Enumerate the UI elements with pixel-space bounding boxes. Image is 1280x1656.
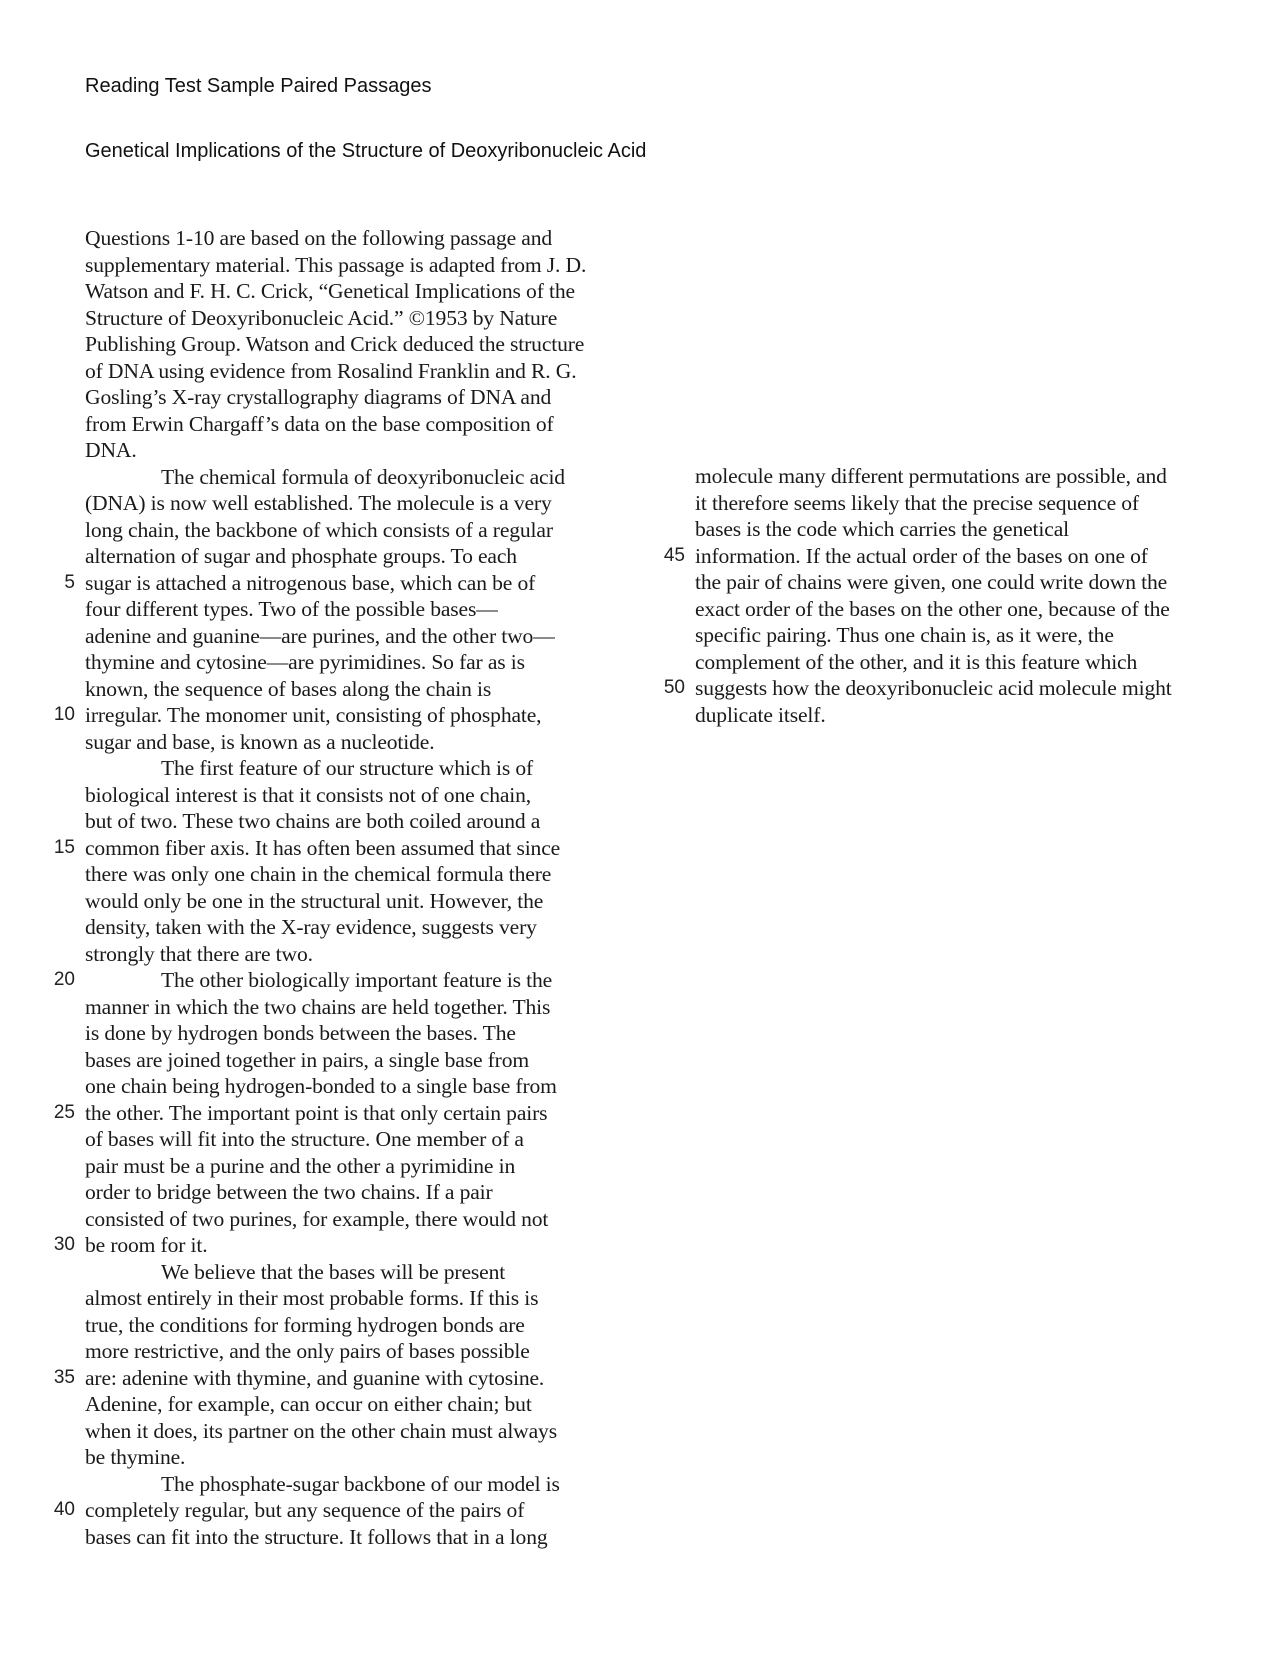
passage-line — [85, 1338, 586, 1365]
passage-line — [85, 1073, 586, 1100]
passage-line-text: are: adenine with thymine, and guanine with cytosine. — [85, 1365, 545, 1390]
passage-line — [85, 888, 586, 915]
passage-line — [85, 596, 586, 623]
passage-line-text: Questions 1-10 are based on the following passage and — [85, 226, 552, 250]
passage-line-text: We believe that the bases will be present — [161, 1259, 506, 1284]
passage-line-text: bases are joined together in pairs, a single base from — [85, 1047, 530, 1072]
passage-line-text: The first feature of our structure which is of — [161, 756, 534, 780]
passage-line-text: one chain being hydrogen-bonded to a single base from — [85, 1074, 557, 1098]
passage-line — [85, 358, 586, 385]
passage-line — [695, 649, 1172, 676]
passage-line — [663, 543, 1172, 570]
passage-line-text: pair must be a purine and the other a pyrimidine in — [85, 1153, 516, 1178]
passage-line-text: The phosphate-sugar backbone of our model is — [161, 1471, 560, 1496]
passage-line-text: complement of the other, and it is this feature which — [695, 649, 1138, 674]
passage-line — [85, 411, 586, 438]
passage-line-text: Gosling’s X-ray crystallography diagrams of DNA and — [85, 385, 552, 409]
passage-line-text: DNA. — [85, 438, 137, 462]
passage-line-text: Structure of Deoxyribonucleic Acid.” ©1953 by Nature — [85, 305, 558, 330]
line-number: 5 — [64, 571, 75, 593]
passage-line-text: duplicate itself. — [695, 702, 826, 727]
passage-line-text: thymine and cytosine—are pyrimidines. So far as is — [85, 650, 525, 674]
passage-line-text: sugar and base, is known as a nucleotide. — [85, 729, 435, 754]
passage-line-text: of DNA using evidence from Rosalind Franklin and R. G. — [85, 358, 577, 383]
passage-line — [53, 1365, 586, 1392]
passage-line — [85, 649, 586, 676]
passage-line — [85, 941, 586, 968]
passage-line — [53, 1232, 586, 1259]
passage-line — [85, 278, 586, 305]
passage-line-text: alternation of sugar and phosphate groups. To each — [85, 544, 517, 568]
passage-line-text: consisted of two purines, for example, there would not — [85, 1206, 549, 1231]
passage-line-text: of bases will fit into the structure. One member of a — [85, 1127, 524, 1151]
passage-line — [85, 676, 586, 703]
passage-right-column — [663, 463, 1172, 728]
passage-line-text: density, taken with the X-ray evidence, suggests very — [85, 915, 537, 939]
passage-line — [695, 596, 1172, 623]
passage-line-text: exact order of the bases on the other one, because of the — [695, 596, 1170, 621]
passage-line-text: when it does, its partner on the other chain must always — [85, 1418, 557, 1443]
passage-line-text: four different types. Two of the possible bases— — [85, 597, 498, 621]
passage-line — [85, 225, 586, 252]
passage-line-text: completely regular, but any sequence of the pairs of — [85, 1498, 525, 1522]
passage-line-text: bases can fit into the structure. It follows that in a long — [85, 1524, 548, 1549]
passage-line — [85, 490, 586, 517]
passage-title: Genetical Implications of the Structure of Deoxyribonucleic Acid — [85, 140, 647, 162]
passage-line — [85, 1259, 586, 1286]
passage-line — [85, 1047, 586, 1074]
passage-line — [85, 755, 586, 782]
passage-line-text: there was only one chain in the chemical formula there — [85, 862, 552, 886]
passage-line-text: but of two. These two chains are both coiled around a — [85, 809, 541, 833]
passage-left-column — [53, 225, 587, 1550]
passage-line-text: almost entirely in their most probable forms. If this is — [85, 1286, 539, 1310]
passage-line-text: (DNA) is now well established. The molecule is a very — [85, 491, 552, 515]
passage-line-text: more restrictive, and the only pairs of bases possible — [85, 1339, 530, 1363]
passage-line — [85, 808, 586, 835]
line-number: 45 — [663, 544, 685, 566]
passage-line — [64, 570, 586, 597]
passage-line — [85, 384, 586, 411]
passage-line — [85, 1285, 586, 1312]
line-number: 25 — [53, 1101, 75, 1123]
passage-line — [85, 1444, 586, 1471]
passage-line — [85, 782, 586, 809]
document-title: Reading Test Sample Paired Passages — [85, 75, 432, 97]
passage-line-text: adenine and guanine—are purines, and the other two— — [85, 623, 555, 648]
passage-line — [85, 543, 586, 570]
passage-line-text: molecule many different permutations are possible, and — [695, 464, 1167, 488]
passage-line-text: from Erwin Chargaff’s data on the base composition of — [85, 411, 554, 436]
passage-line — [85, 861, 586, 888]
passage-line-text: Adenine, for example, can occur on either chain; but — [85, 1392, 532, 1416]
passage-line — [85, 437, 586, 464]
passage-line — [53, 967, 586, 994]
passage-line — [695, 622, 1172, 649]
passage-line — [85, 305, 586, 332]
passage-line-text: bases is the code which carries the genetical — [695, 517, 1069, 541]
line-number: 40 — [53, 1499, 75, 1520]
line-number: 30 — [53, 1234, 75, 1255]
passage-line — [85, 1020, 586, 1047]
line-number: 35 — [53, 1366, 75, 1388]
passage-line — [85, 994, 586, 1021]
passage-line-text: common fiber axis. It has often been assumed that since — [85, 835, 561, 860]
passage-line-text: it therefore seems likely that the precise sequence of — [695, 490, 1139, 515]
passage-line — [53, 1100, 586, 1127]
passage-line — [663, 675, 1172, 702]
passage-line-text: Watson and F. H. C. Crick, “Genetical Implications of the — [85, 279, 575, 303]
passage-line — [695, 490, 1172, 517]
passage-line-text: information. If the actual order of the bases on one of — [695, 543, 1148, 568]
passage-line-text: be room for it. — [85, 1233, 208, 1257]
passage-line — [695, 569, 1172, 596]
passage-line — [85, 1418, 586, 1445]
passage-line-text: strongly that there are two. — [85, 941, 313, 966]
passage-line — [695, 516, 1172, 543]
passage-line — [85, 1179, 586, 1206]
passage-line — [53, 1497, 586, 1524]
passage-line-text: manner in which the two chains are held together. This — [85, 994, 551, 1019]
passage-line-text: long chain, the backbone of which consists of a regular — [85, 517, 553, 542]
passage-line-text: is done by hydrogen bonds between the bases. The — [85, 1021, 516, 1045]
passage-line-text: true, the conditions for forming hydrogen bonds are — [85, 1312, 525, 1337]
passage-line — [85, 1126, 586, 1153]
passage-line — [85, 1312, 586, 1339]
passage-line — [85, 623, 586, 650]
passage-line — [85, 252, 586, 279]
passage-line-text: would only be one in the structural unit. However, the — [85, 888, 544, 913]
passage-line — [53, 835, 586, 862]
passage-line-text: the other. The important point is that only certain pairs — [85, 1100, 548, 1125]
passage-line-text: be thymine. — [85, 1445, 186, 1469]
passage-line — [85, 914, 586, 941]
line-number: 50 — [663, 677, 685, 698]
passage-line — [695, 702, 1172, 729]
passage-line — [85, 1206, 586, 1233]
passage-line-text: The other biologically important feature is the — [161, 968, 553, 992]
line-number: 15 — [53, 836, 75, 858]
passage-line-text: Publishing Group. Watson and Crick deduced the structure — [85, 332, 585, 356]
passage-line — [85, 1471, 586, 1498]
passage-line-text: order to bridge between the two chains. If a pair — [85, 1180, 493, 1204]
passage-line-text: specific pairing. Thus one chain is, as it were, the — [695, 623, 1114, 647]
passage-line — [85, 729, 586, 756]
passage-line-text: irregular. The monomer unit, consisting of phosphate, — [85, 703, 542, 727]
passage-line — [85, 331, 586, 358]
passage-line-text: known, the sequence of bases along the chain is — [85, 676, 492, 701]
passage-line — [695, 463, 1172, 490]
passage-line-text: suggests how the deoxyribonucleic acid molecule might — [695, 676, 1172, 700]
passage-line-text: The chemical formula of deoxyribonucleic acid — [161, 464, 565, 489]
passage-line — [85, 1524, 586, 1551]
passage-line — [53, 702, 586, 729]
line-number: 20 — [53, 969, 75, 990]
passage-line-text: the pair of chains were given, one could write down the — [695, 570, 1168, 594]
passage-line-text: supplementary material. This passage is adapted from J. D. — [85, 252, 587, 277]
passage-line — [85, 464, 586, 491]
passage-line — [85, 1153, 586, 1180]
passage-line — [85, 1391, 586, 1418]
line-number: 10 — [53, 704, 75, 725]
passage-line — [85, 517, 586, 544]
passage-line-text: biological interest is that it consists not of one chain, — [85, 782, 532, 807]
passage-line-text: sugar is attached a nitrogenous base, which can be of — [85, 570, 536, 595]
